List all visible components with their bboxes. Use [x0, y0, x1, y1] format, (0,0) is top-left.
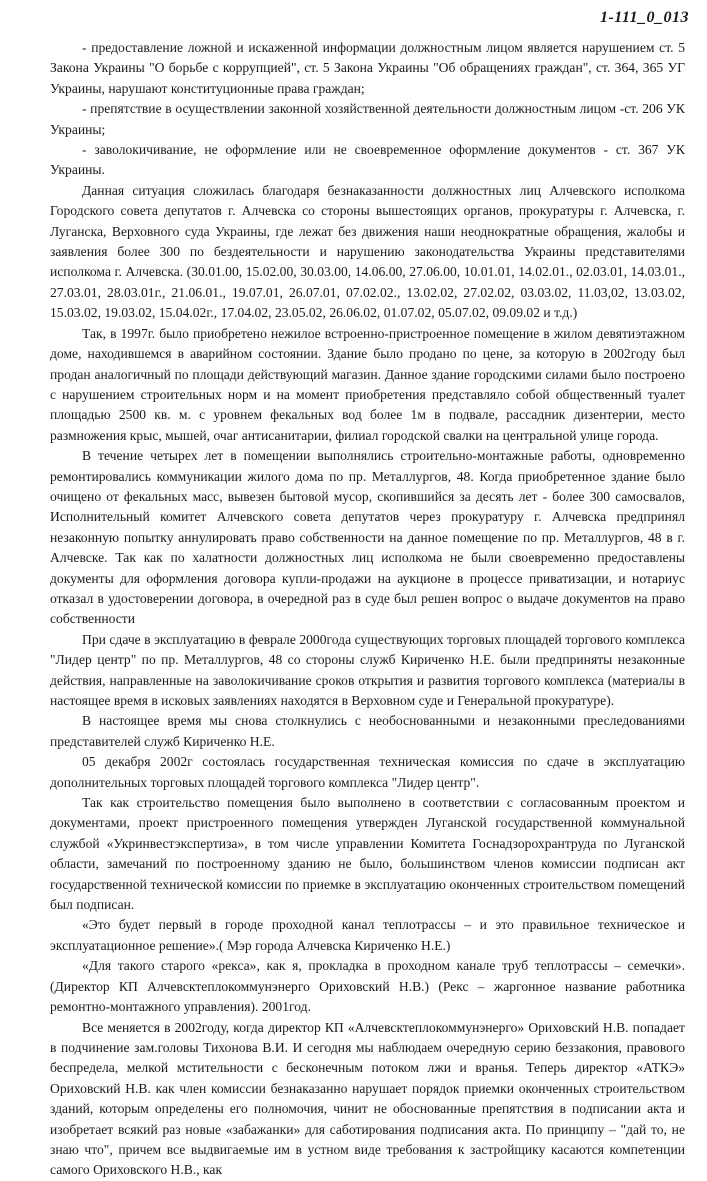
- paragraph-2: - препятствие в осуществлении законной хозяйственной деятельности должностным лицом -ст. 206 УК Украины;: [50, 101, 685, 137]
- document-id: 1-111_0_013: [599, 9, 689, 26]
- paragraph-4: Данная ситуация сложилась благодаря безнаказанности должностных лиц Алчевского исполкома Городского совета депутатов г. Алчевска со стороны вышестоящих органов, прокуратуры г. Алчевска, г. Луганска, Верховного суда Украины, где лежат без движения наши неоднократные обращения, жалобы и заявления более 300 по бездеятельности и нарушению законодательства Украины представителями исполкома г. Алчевска. (30.01.00, 15.02.00, 30.03.00, 14.06.00, 27.06.00, 10.01.01, 14.02.01., 02.03.01, 14.03.01., 27.03.01, 28.03.01г., 21.06.01., 19.07.01, 26.07.01, 07.02.02., 13.02.02, 27.02.02, 03.03.02, 11.03,02, 13.03.02, 15.03.02, 19.03.02, 15.04.02г., 17.04.02, 23.05.02, 26.06.02, 01.07.02, 05.07.02, 09.09.02 и т.д.): [50, 182, 685, 321]
- paragraph-3: - заволокичивание, не оформление или не своевременное оформление документов - ст. 367 УК Украины.: [50, 142, 685, 178]
- paragraph-13: Все меняется в 2002году, когда директор КП «Алчевсктеплокоммунэнерго» Ориховский Н.В. попадает в подчинение зам.головы Тихонова В.И. И сегодня мы наблюдаем очередную серию беззакония, правового беспредела, мелкой мстительности с бесконечным потоком лжи и вранья. Теперь директор «АТКЭ» Ориховский Н.В. как член комиссии безнаказанно нарушает порядок приемки оконченных строительством зданий, которым определены его полномочия, чинит не обоснованные препятствия в подписании акта и изобретает всякий раз новые «забажанки» для саботирования подписания акта. По принципу – "дай то, не знаю что", причем все выдвигаемые им в устном виде требования к застройщику касаются компетенции самого Ориховского Н.В., как: [50, 1019, 685, 1178]
- paragraph-8: В настоящее время мы снова столкнулись с необоснованными и незаконными преследованиями представителей служб Кириченко Н.Е.: [50, 713, 685, 749]
- paragraph-11: «Это будет первый в городе проходной канал теплотрассы – и это правильное техническое и эксплуатационное решение».( Мэр города Алчевска Кириченко Н.Е.): [50, 917, 685, 953]
- paragraph-6: В течение четырех лет в помещении выполнялись строительно-монтажные работы, одновременно ремонтировались коммуникации жилого дома по пр. Металлургов, 48. Когда приобретенное здание было очищено от фекальных масс, вывезен бытовой мусор, скопившийся за десять лет - более 300 самосвалов, Исполнительный комитет Алчевского совета депутатов через прокуратуру г. Алчевска предпринял незаконную попытку аннулировать право собственности на данное помещение по пр. Металлургов, 48 в г. Алчевске. Так как по халатности должностных лиц исполкома не были своевременно предоставлены документы для оформления договора купли-продажи на аукционе в процессе приватизации, и нотариус отказал в удостоверении договора, в очередной раз в суде был решен вопрос о выдаче документов на право собственности: [50, 448, 685, 627]
- paragraph-12: «Для такого старого «рекса», как я, прокладка в проходном канале труб теплотрассы – семечки». (Директор КП Алчевсктеплокоммунэнерго Ориховский Н.В.) (Рекс – жаргонное название работника ремонтно-монтажного управления). 2001год.: [50, 958, 685, 1015]
- paragraph-9: 05 декабря 2002г состоялась государственная техническая комиссия по сдаче в эксплуатацию дополнительных торговых площадей торгового комплекса "Лидер центр".: [50, 754, 685, 790]
- paragraph-10: Так как строительство помещения было выполнено в соответствии с согласованным проектом и документами, проект пристроенного помещения утвержден Луганской государственной коммунальной службой «Укринвестэкспертиза», в том числе управлении Комитета Госнадзорохрантруда по Луганской области, замечаний по построенному зданию не было, большинством членов комиссии подписан акт государственной технической комиссии по приемке в эксплуатацию оконченных строительством помещений был подписан.: [50, 795, 685, 913]
- paragraph-5: Так, в 1997г. было приобретено нежилое встроенно-пристроенное помещение в жилом девятиэтажном доме, находившемся в аварийном состоянии. Здание было продано по цене, за которую в 2002году был продан аналогичный по площади действующий магазин. Данное здание городскими силами было построено с нарушением строительных норм и на момент приобретения представляло собой общественный туалет площадью 2500 кв. м. с уровнем фекальных вод более 1м в подвале, рассадник дизентерии, место размножения крыс, мышей, очаг антисанитарии, филиал городской свалки на центральной улице города.: [50, 325, 685, 443]
- paragraph-1: - предоставление ложной и искаженной информации должностным лицом является нарушением ст. 5 Закона Украины "О борьбе с коррупцией", ст. 5 Закона Украины "Об обращениях граждан", ст. 364, 365 УГ Украины, нарушают конституционные права граждан;: [50, 40, 685, 96]
- paragraph-7: При сдаче в эксплуатацию в феврале 2000года существующих торговых площадей торгового комплекса "Лидер центр" по пр. Металлургов, 48 со стороны служб Кириченко Н.Е. были предприняты незаконные действия, направленные на заволокичивание сроков открытия и развития торгового комплекса (материалы в настоящее время в исковых заявлениях находятся в Верховном суде и Генеральной прокуратуре).: [50, 631, 685, 708]
